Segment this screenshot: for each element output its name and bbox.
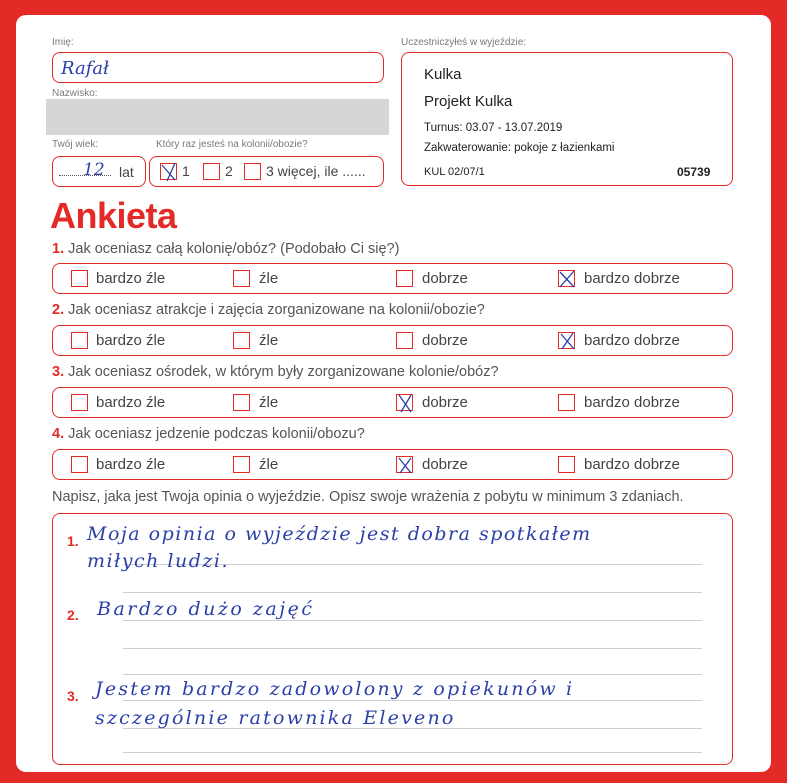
opinion-3-line-2: szczególnie ratownika Eleveno — [95, 707, 456, 729]
name-label: Imię: — [52, 37, 74, 48]
opinion-2-line-1: Bardzo dużo zajęć — [97, 598, 315, 620]
question-4-text — [52, 426, 365, 442]
survey-title: Ankieta — [50, 195, 177, 236]
trip-line2: Projekt Kulka — [424, 93, 513, 110]
question-3-options — [52, 387, 733, 418]
survey-sheet — [16, 15, 771, 772]
trip-label: Uczestniczyłeś w wyjeździe: — [401, 37, 527, 48]
q2-option-label: bardzo źle — [96, 332, 166, 349]
trip-code: KUL 02/07/1 — [424, 166, 485, 178]
q1-option-label: źle — [259, 270, 279, 287]
times-label: Który raz jesteś na kolonii/obozie? — [156, 139, 308, 150]
q4-option-label: bardzo źle — [96, 456, 166, 473]
question-2-number: 2. — [52, 302, 65, 318]
q2-checkbox-zle[interactable] — [233, 332, 250, 349]
ruled-line — [123, 648, 702, 649]
q3-option-label: źle — [259, 394, 279, 411]
ruled-line — [123, 752, 702, 753]
age-dotted-line — [59, 175, 111, 176]
ruled-line — [123, 700, 702, 701]
q2-option-label: dobrze — [422, 332, 468, 349]
trip-zakwaterowanie: Zakwaterowanie: pokoje z łazienkami — [424, 142, 615, 154]
question-1-text — [52, 241, 399, 257]
q2-checkbox-dobrze[interactable] — [396, 332, 413, 349]
question-1-number: 1. — [52, 241, 65, 257]
times-checkbox-2[interactable] — [203, 163, 220, 180]
q1-option-label: bardzo dobrze — [584, 270, 680, 287]
question-4-label: Jak oceniasz jedzenie podczas kolonii/obozu? — [68, 426, 365, 442]
opinion-2-number: 2. — [67, 607, 79, 623]
q4-option-label: dobrze — [422, 456, 468, 473]
q1-checkbox-bardzo-dobrze[interactable] — [558, 270, 575, 287]
age-label: Twój wiek: — [52, 139, 99, 150]
q4-checkbox-dobrze[interactable] — [396, 456, 413, 473]
opinion-1-number: 1. — [67, 533, 79, 549]
q3-option-label: bardzo dobrze — [584, 394, 680, 411]
surname-redaction — [46, 99, 389, 135]
opinion-prompt: Napisz, jaka jest Twoja opinia o wyjeździe. Opisz swoje wrażenia z pobytu w minimum 3 zdaniach. — [52, 489, 684, 505]
q3-option-label: dobrze — [422, 394, 468, 411]
surname-label: Nazwisko: — [52, 88, 98, 99]
age-unit: lat — [119, 164, 134, 180]
times-field — [149, 156, 384, 187]
q3-checkbox-bardzo-zle[interactable] — [71, 394, 88, 411]
times-option-2: 2 — [225, 163, 233, 179]
opinion-3-number: 3. — [67, 688, 79, 704]
question-3-text — [52, 364, 499, 380]
q1-option-label: dobrze — [422, 270, 468, 287]
q2-checkbox-bardzo-zle[interactable] — [71, 332, 88, 349]
trip-line1: Kulka — [424, 66, 462, 83]
q4-checkbox-zle[interactable] — [233, 456, 250, 473]
question-2-label: Jak oceniasz atrakcje i zajęcia zorganizowane na kolonii/obozie? — [68, 302, 485, 318]
trip-number: 05739 — [677, 165, 711, 179]
question-3-number: 3. — [52, 364, 65, 380]
opinion-1-line-2: miłych ludzi. — [87, 550, 230, 572]
ruled-line — [123, 620, 702, 621]
question-1-label: Jak oceniasz całą kolonię/obóz? (Podobało Ci się?) — [68, 241, 400, 257]
opinion-1-line-1: Moja opinia o wyjeździe jest dobra spotkałem — [87, 523, 592, 545]
q4-checkbox-bardzo-dobrze[interactable] — [558, 456, 575, 473]
q1-checkbox-bardzo-zle[interactable] — [71, 270, 88, 287]
question-2-text — [52, 302, 485, 318]
q1-option-label: bardzo źle — [96, 270, 166, 287]
times-checkbox-1[interactable] — [160, 163, 177, 180]
question-3-label: Jak oceniasz ośrodek, w którym były zorganizowane kolonie/obóz? — [68, 364, 499, 380]
times-option-3: 3 więcej, ile ...... — [266, 163, 366, 179]
ruled-line — [123, 592, 702, 593]
question-2-options — [52, 325, 733, 356]
q1-checkbox-dobrze[interactable] — [396, 270, 413, 287]
question-4-number: 4. — [52, 426, 65, 442]
q4-checkbox-bardzo-zle[interactable] — [71, 456, 88, 473]
age-value: 12 — [83, 160, 105, 180]
q3-checkbox-dobrze[interactable] — [396, 394, 413, 411]
trip-box — [401, 52, 733, 186]
times-option-1: 1 — [182, 163, 190, 179]
question-1-options — [52, 263, 733, 294]
q2-option-label: źle — [259, 332, 279, 349]
ruled-line — [123, 674, 702, 675]
times-checkbox-3[interactable] — [244, 163, 261, 180]
opinion-3-line-1: Jestem bardzo zadowolony z opiekunów i — [95, 678, 575, 700]
q3-checkbox-zle[interactable] — [233, 394, 250, 411]
q1-checkbox-zle[interactable] — [233, 270, 250, 287]
age-field[interactable] — [52, 156, 146, 187]
name-field[interactable] — [52, 52, 384, 83]
trip-turnus: Turnus: 03.07 - 13.07.2019 — [424, 122, 563, 134]
opinion-box[interactable] — [52, 513, 733, 765]
q4-option-label: źle — [259, 456, 279, 473]
name-value: Rafał — [61, 58, 109, 79]
question-4-options — [52, 449, 733, 480]
q3-option-label: bardzo źle — [96, 394, 166, 411]
q4-option-label: bardzo dobrze — [584, 456, 680, 473]
q3-checkbox-bardzo-dobrze[interactable] — [558, 394, 575, 411]
q2-checkbox-bardzo-dobrze[interactable] — [558, 332, 575, 349]
q2-option-label: bardzo dobrze — [584, 332, 680, 349]
